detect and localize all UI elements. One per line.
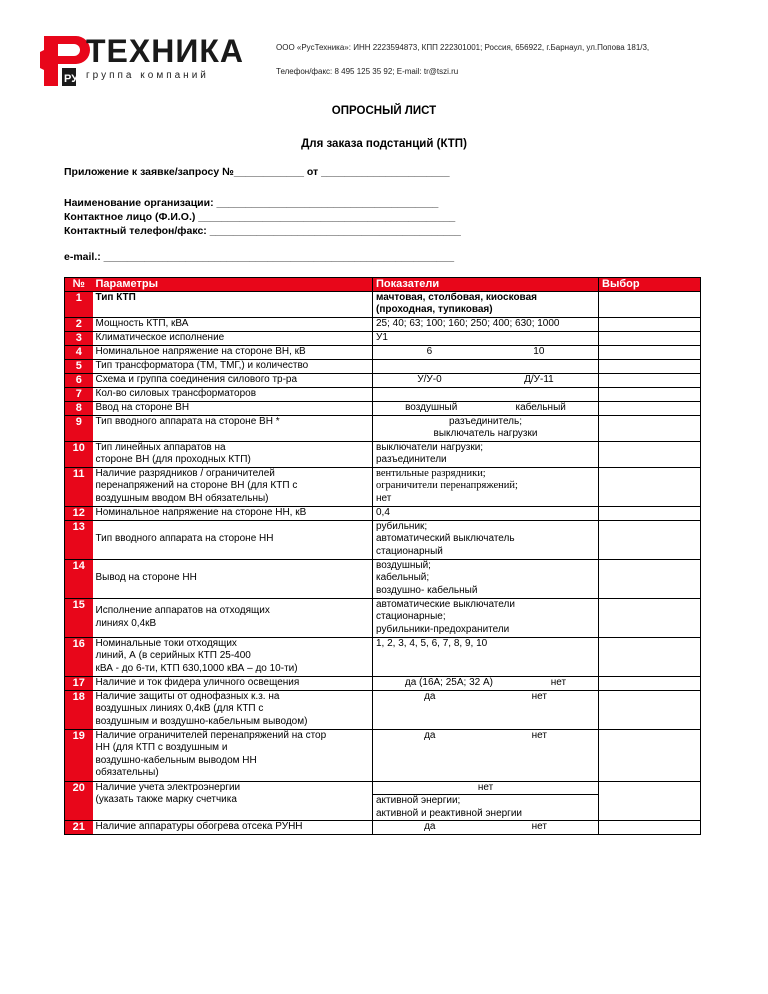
table-row — [65, 441, 701, 467]
parameter-line: воздушным и воздушно-кабельным выводом) — [95, 715, 308, 727]
row-number: 21 — [65, 821, 93, 835]
option-b[interactable]: Д/У-11 — [524, 373, 554, 385]
parameter-line: Схема и группа соединения силового тр-ра — [95, 373, 298, 385]
option-line: активной энергии; — [373, 794, 598, 808]
option-b[interactable]: нет — [531, 729, 547, 741]
table-row — [65, 373, 701, 387]
parameter-line: воздушно-кабельным выводом НН — [95, 754, 257, 766]
contact-field[interactable]: Контактное лицо (Ф.И.О.) ____________________________________________ — [64, 211, 456, 223]
option-line: разъединители — [376, 454, 447, 465]
option-line: активной и реактивной энергии — [376, 807, 523, 819]
table-row — [65, 559, 701, 598]
row-parameter — [93, 373, 373, 387]
option-line: вентильные разрядники; — [376, 467, 486, 479]
choice-cell[interactable] — [599, 441, 701, 467]
parameter-line: Номинальное напряжение на стороне ВН, кВ — [95, 345, 306, 357]
parameter-line: Вывод на стороне НН — [95, 572, 197, 584]
option-line: рубильник; — [376, 520, 428, 532]
option-line: нет — [376, 492, 392, 504]
row-number: 7 — [65, 387, 93, 401]
option-line: выключатель нагрузки — [433, 428, 538, 439]
table-row — [65, 637, 701, 676]
choice-cell[interactable] — [599, 331, 701, 345]
row-number: 8 — [65, 401, 93, 415]
option-a[interactable]: воздушный — [405, 401, 458, 413]
choice-cell[interactable] — [599, 520, 701, 559]
row-number: 12 — [65, 506, 93, 520]
parameter-line: линиях 0,4кВ — [95, 617, 157, 629]
option-b[interactable]: нет — [531, 690, 547, 702]
svg-text:РУС: РУС — [64, 73, 86, 85]
option-line: автоматический выключатель — [376, 533, 515, 544]
row-number: 3 — [65, 331, 93, 345]
table-row — [65, 331, 701, 345]
row-parameter — [93, 331, 373, 345]
row-parameter — [93, 441, 373, 467]
option-b[interactable]: 10 — [533, 345, 545, 357]
phone-field[interactable]: Контактный телефон/факс: ___________________________________________ — [64, 225, 461, 237]
row-parameter — [93, 415, 373, 441]
table-row — [65, 729, 701, 781]
row-options[interactable] — [373, 598, 599, 637]
header-num: № — [65, 278, 93, 292]
choice-cell[interactable] — [599, 676, 701, 690]
option-line: 25; 40; 63; 100; 160; 250; 400; 630; 1000 — [376, 317, 560, 329]
row-options[interactable] — [373, 331, 599, 345]
parameter-line: стороне ВН (для проходных КТП) — [95, 454, 251, 465]
row-parameter — [93, 781, 373, 821]
choice-cell[interactable] — [599, 291, 701, 317]
row-parameter — [93, 467, 373, 506]
row-parameter — [93, 559, 373, 598]
option-line: стационарные; — [376, 611, 446, 622]
option-line: разъединитель; — [448, 415, 523, 427]
choice-cell[interactable] — [599, 690, 701, 729]
row-parameter — [93, 506, 373, 520]
option-line: воздушный; — [376, 559, 431, 571]
option-line: 1, 2, 3, 4, 5, 6, 7, 8, 9, 10 — [376, 637, 488, 649]
parameter-line: Тип линейных аппаратов на — [95, 441, 226, 453]
option-a[interactable]: да — [424, 821, 436, 832]
parameter-line: линий, А (в серийных КТП 25-400 — [95, 650, 251, 661]
row-number: 14 — [65, 559, 93, 598]
row-number: 19 — [65, 729, 93, 781]
row-parameter — [93, 676, 373, 690]
parameter-line: Наличие защиты от однофазных к.з. на — [95, 690, 280, 702]
request-line[interactable]: Приложение к заявке/запросу №____________ от ______________________ — [64, 166, 450, 178]
option-line: воздушно- кабельный — [376, 584, 478, 596]
row-parameter — [93, 345, 373, 359]
row-number: 6 — [65, 373, 93, 387]
row-parameter — [93, 401, 373, 415]
option-line: кабельный; — [376, 572, 430, 583]
parameter-line: Исполнение аппаратов на отходящих — [95, 605, 270, 616]
choice-cell[interactable] — [599, 781, 701, 821]
row-options[interactable] — [373, 387, 599, 401]
table-row — [65, 676, 701, 690]
choice-cell[interactable] — [599, 821, 701, 835]
table-row — [65, 345, 701, 359]
row-options[interactable] — [373, 637, 599, 676]
parameter-line: Наличие ограничителей перенапряжений на стор — [95, 729, 327, 741]
option-line: ограничители перенапряжений; — [376, 480, 518, 491]
option-a[interactable]: да — [424, 690, 436, 702]
table-row — [65, 467, 701, 506]
option-a[interactable]: 6 — [426, 345, 433, 357]
questionnaire-table — [64, 277, 701, 835]
choice-cell[interactable] — [599, 598, 701, 637]
row-number: 11 — [65, 467, 93, 506]
row-options[interactable] — [373, 821, 599, 835]
choice-cell[interactable] — [599, 359, 701, 373]
parameter-line: Наличие аппаратуры обогрева отсека РУНН — [95, 821, 303, 832]
row-options[interactable] — [373, 467, 599, 506]
row-parameter — [93, 821, 373, 835]
email-field[interactable]: e-mail.: ____________________________________________________________ — [64, 251, 455, 263]
parameter-line: воздушным вводом ВН обязательны) — [95, 492, 269, 504]
row-number: 16 — [65, 637, 93, 676]
option-a[interactable]: У/У-0 — [417, 373, 442, 385]
row-number: 9 — [65, 415, 93, 441]
choice-cell[interactable] — [599, 637, 701, 676]
choice-cell[interactable] — [599, 415, 701, 441]
table-row — [65, 401, 701, 415]
parameter-line: воздушных линиях 0,4кВ (для КТП с — [95, 703, 264, 714]
parameter-line: Тип вводного аппарата на стороне ВН * — [95, 415, 280, 427]
header-choice: Выбор — [599, 278, 701, 292]
choice-cell[interactable] — [599, 401, 701, 415]
parameter-line: Кол-во силовых трансформаторов — [95, 387, 257, 399]
row-parameter — [93, 637, 373, 676]
page-subtitle: Для заказа подстанций (КТП) — [301, 138, 467, 150]
row-options[interactable] — [373, 401, 599, 415]
row-options[interactable] — [373, 781, 599, 821]
parameter-line: Тип трансформатора (ТМ, ТМГ,) и количество — [95, 359, 309, 371]
company-address: ООО «РусТехника»: ИНН 2223594873, КПП 222301001; Россия, 656922, г.Барнаул, ул.Попова 181/3, — [276, 43, 650, 52]
row-number: 18 — [65, 690, 93, 729]
row-parameter — [93, 598, 373, 637]
row-options[interactable] — [373, 317, 599, 331]
option-line: 0,4 — [376, 506, 390, 518]
option-line: автоматические выключатели — [376, 598, 515, 610]
option-line: стационарный — [376, 545, 443, 557]
row-options[interactable] — [373, 559, 599, 598]
table-row — [65, 506, 701, 520]
option-line: выключатели нагрузки; — [376, 441, 484, 453]
row-number: 1 — [65, 291, 93, 317]
choice-cell[interactable] — [599, 387, 701, 401]
choice-cell[interactable] — [599, 506, 701, 520]
row-number: 15 — [65, 598, 93, 637]
row-parameter — [93, 690, 373, 729]
parameter-line: Наличие разрядников / ограничителей — [95, 467, 275, 479]
header-param: Параметры — [93, 278, 373, 292]
option-b[interactable]: кабельный — [515, 401, 566, 413]
option-line: У1 — [376, 331, 388, 343]
row-options[interactable] — [373, 359, 599, 373]
row-number: 2 — [65, 317, 93, 331]
table-row — [65, 821, 701, 835]
table-header-row — [65, 278, 701, 292]
choice-cell[interactable] — [599, 373, 701, 387]
row-number: 4 — [65, 345, 93, 359]
parameter-line: Мощность КТП, кВА — [95, 317, 189, 329]
parameter-line: Ввод на стороне ВН — [95, 401, 190, 413]
row-parameter — [93, 291, 373, 317]
row-parameter — [93, 520, 373, 559]
row-number: 17 — [65, 676, 93, 690]
parameter-line: Наличие учета электроэнергии — [95, 781, 241, 793]
row-options[interactable] — [373, 676, 599, 690]
choice-cell[interactable] — [599, 729, 701, 781]
parameter-line: Номинальное напряжение на стороне НН, кВ — [95, 506, 307, 518]
row-parameter — [93, 729, 373, 781]
option-a[interactable]: да — [424, 729, 436, 741]
parameter-line: НН (для КТП с воздушным и — [95, 742, 228, 753]
parameter-line: Тип вводного аппарата на стороне НН — [95, 533, 274, 545]
row-options[interactable] — [373, 729, 599, 781]
table-row — [65, 291, 701, 317]
option-line: мачтовая, столбовая, киосковая — [376, 291, 537, 303]
parameter-line: Тип КТП — [95, 291, 136, 303]
row-options[interactable] — [373, 291, 599, 317]
table-row — [65, 598, 701, 637]
row-parameter — [93, 387, 373, 401]
option-a[interactable]: да (16А; 25А; 32 А) — [404, 676, 493, 688]
parameter-line: перенапряжений на стороне ВН (для КТП с — [95, 480, 298, 491]
table-row — [65, 781, 701, 821]
option-line: (проходная, тупиковая) — [376, 304, 493, 315]
row-number: 13 — [65, 520, 93, 559]
parameter-line: обязательны) — [95, 767, 159, 778]
row-options[interactable] — [373, 520, 599, 559]
row-number: 5 — [65, 359, 93, 373]
row-parameter — [93, 359, 373, 373]
choice-cell[interactable] — [599, 345, 701, 359]
option-b[interactable]: нет — [531, 821, 547, 832]
option-b[interactable]: нет — [550, 676, 567, 688]
parameter-line: Наличие и ток фидера уличного освещения — [95, 676, 300, 688]
header-value: Показатели — [373, 278, 599, 292]
logo-wordmark: ТЕХНИКА — [86, 33, 244, 69]
logo-subtitle: группа компаний — [86, 70, 209, 81]
page-title: ОПРОСНЫЙ ЛИСТ — [331, 105, 437, 117]
choice-cell[interactable] — [599, 467, 701, 506]
org-field[interactable]: Наименование организации: ______________________________________ — [64, 197, 439, 209]
table-row — [65, 359, 701, 373]
row-options[interactable] — [373, 345, 599, 359]
option-line: рубильники-предохранители — [376, 623, 510, 635]
choice-cell[interactable] — [599, 559, 701, 598]
row-options[interactable] — [373, 506, 599, 520]
row-options[interactable] — [373, 441, 599, 467]
row-options[interactable] — [373, 373, 599, 387]
parameter-line: Номинальные токи отходящих — [95, 637, 237, 649]
row-number: 10 — [65, 441, 93, 467]
parameter-line: Климатическое исполнение — [95, 331, 225, 343]
company-contacts: Телефон/факс: 8 495 125 35 92; E-mail: tr@tszi.ru — [276, 67, 459, 76]
choice-cell[interactable] — [599, 317, 701, 331]
table-row — [65, 387, 701, 401]
parameter-line: (указать также марку счетчика — [95, 794, 237, 805]
option-line: нет — [477, 781, 494, 793]
row-parameter — [93, 317, 373, 331]
table-row — [65, 690, 701, 729]
row-number: 20 — [65, 781, 93, 821]
parameter-line: кВА - до 6-ти, КТП 630,1000 кВА – до 10-ти) — [95, 662, 298, 674]
table-row — [65, 415, 701, 441]
row-options[interactable] — [373, 690, 599, 729]
row-options[interactable] — [373, 415, 599, 441]
table-row — [65, 520, 701, 559]
table-row — [65, 317, 701, 331]
